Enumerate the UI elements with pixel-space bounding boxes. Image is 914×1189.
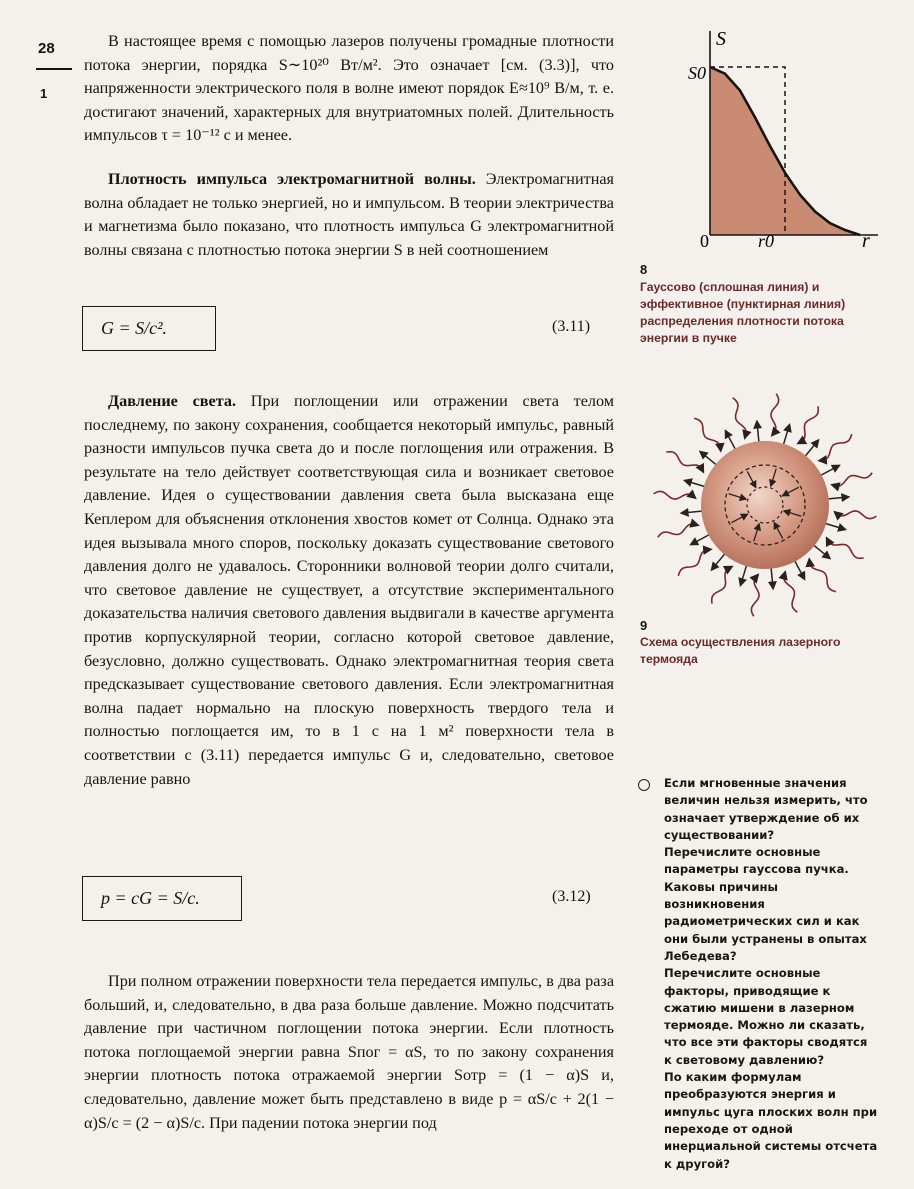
intro-text: В настоящее время с помощью лазеров получены громадные плотности потока энергии, порядка S∼10²⁰ Вт/м². Это означает [см. (3.3)], что напряженности электрического поля в волне имеют порядок E≈10⁹ В/м, т. е. достигают значений, характерных для внутриатомных полей. Длительность импульсов τ = 10⁻¹² с и менее. [84,32,614,145]
pressure-section [84,390,614,791]
laser-beam [819,434,852,461]
equation-3-11-number: (3.11) [552,318,591,335]
equation-3-12-box [82,876,242,921]
laser-beam [835,511,877,519]
page-number: 28 [38,40,55,57]
question-item: По каким формулам преобразуются энергия и импульс цуга плоских волн при переходе от одной инерциальной системы отсчета к другой? [664,1070,878,1171]
figure-8-gaussian-plot [690,25,890,255]
question-item: Каковы причины возникновения радиометрических сил и как они были устранены в опытах Лебедева? [664,879,867,963]
equation-3-12-number: (3.12) [552,888,591,905]
questions-bullet-icon [638,779,650,791]
figure-9-number: 9 [640,618,648,633]
laser-beam [658,524,698,537]
laser-beam [771,394,779,436]
review-questions [664,775,878,1173]
question-item: Перечислите основные параметры гауссова пучка. [664,845,849,877]
target-sphere [701,441,829,569]
final-paragraph [84,970,614,1135]
question-item: Перечислите основные факторы, приводящие к сжатию мишени в лазерном термояде. Можно ли сказать, что все эти факторы сводятся к световому давлению? [664,966,868,1067]
laser-beam [784,572,797,612]
fig8-label-r: r [862,230,870,252]
equation-3-12: p = cG = S/c. [101,888,200,908]
laser-beam [654,491,696,499]
laser-beam [694,418,721,451]
figure-9-laser-fusion [640,385,890,620]
laser-beam [832,473,872,486]
figure-8-number: 8 [640,262,648,277]
fig8-label-s: S [716,28,726,50]
figure-8-caption: Гауссово (сплошная линия) и эффективное (пунктирная линия) распределения плотности потока энергии в пучке [640,280,846,345]
momentum-heading: Плотность импульса электромагнитной волны. [108,170,476,188]
laser-beam [751,575,759,617]
laser-beam [712,567,732,604]
momentum-section [84,168,614,262]
pressure-heading: Давление света. [108,392,237,410]
fig8-label-r0: r0 [758,231,775,251]
equation-3-11-box [82,306,216,351]
pressure-body: При поглощении или отражении света телом последнему, по закону сохранения, сообщается некоторый импульс, равный разности импульсов пучка света до и после поглощения или отражения. В результате на тело действует соответствующая сила и возникает световое давление. Идея о существовании давления света была высказана еще Кеплером для объяснения отклонения хвостов комет от Солнца. Однако эта идея вызывала много споров, поскольку доказать существование светового давления долго не удавалось. Сторонники волновой теории долго считали, что световое давление не существует, а отсутствие экспериментального доказательства наличия светового давления выдвигали в качестве аргумента против корпускулярной теории, согласно которой световое давление, безусловно, должно существовать. Однако электромагнитная теория света предсказывает существование светового давления. Если электромагнитная волна падает нормально на плоскую поверхность твердого тела и полностью поглощается им, то в 1 с на 1 м² поверхности тела в соответствии с (3.11) передается импульс G и, следовательно, световое давление равно [84,392,614,788]
laser-beam [809,559,836,592]
fig8-label-s0: S0 [688,63,706,83]
page-number-rule [36,68,72,70]
final-text: При полном отражении поверхности тела передается импульс, в два раза больший, и, следовательно, в два раза больше давление. Можно подсчитать давление при частичном поглощении потока энергии. Если плотность потока поглощаемой энергии равна Sпог = αS, то по закону сохранения энергии плотность потока отражаемой энергии Sотр = (1 − α)S и, следовательно, давление может быть представлено в виде p = αS/c + 2(1 − α)S/c = (2 − α)S/c. При падении потока энергии под [84,972,614,1132]
laser-beam [798,406,818,443]
fig8-label-zero: 0 [700,231,709,251]
laser-beam [666,452,703,472]
equation-3-11: G = S/c². [101,318,168,338]
laser-beam [678,549,711,576]
laser-beam [827,538,864,558]
margin-marker: 1 [40,86,48,101]
laser-beam [733,398,746,438]
intro-paragraph [84,30,614,148]
question-item: Если мгновенные значения величин нельзя измерить, что означает утверждение об их существовании? [664,776,868,842]
figure-9-caption: Схема осуществления лазерного термояда [640,635,841,666]
momentum-body: Электромагнитная волна обладает не только энергией, но и импульсом. В теории электричества и магнетизма было показано, что плотность импульса G электромагнитной волны связана с плотностью потока энергии S в ней соотношением [84,170,614,259]
